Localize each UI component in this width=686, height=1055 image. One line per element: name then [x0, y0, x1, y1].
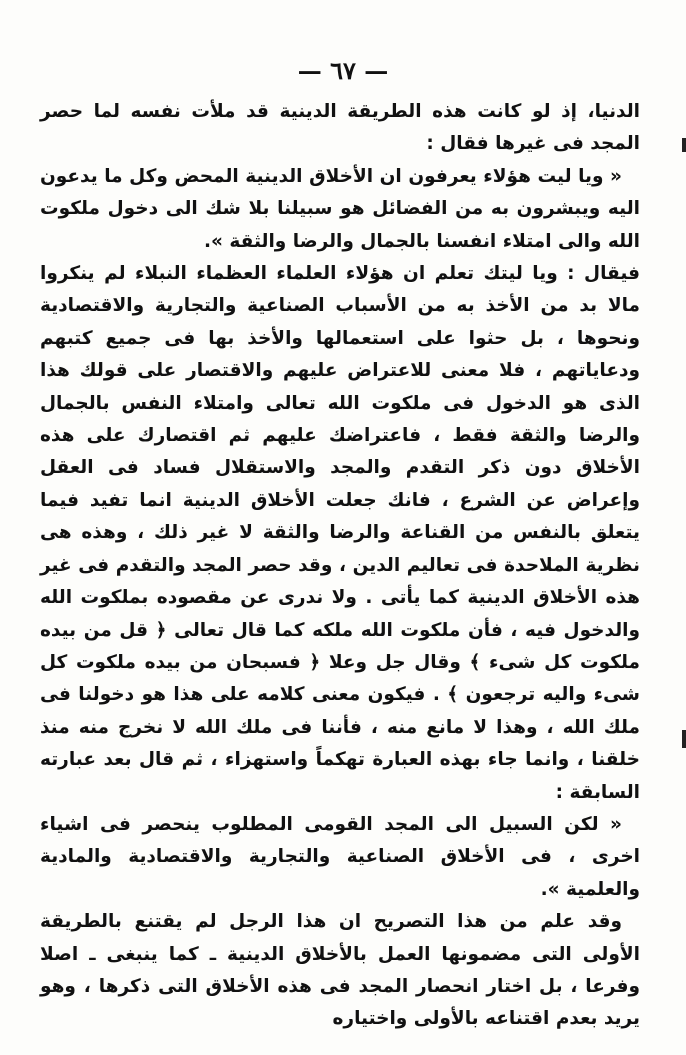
- scan-edge-mark: [682, 138, 686, 152]
- paragraph-1: الدنيا، إذ لو كانت هذه الطريقة الدينية قد ملأت نفسه لما حصر المجد فى غيرها فقال :: [40, 101, 640, 155]
- scan-edge-mark: [682, 730, 686, 748]
- paragraph-2-quote: « ويا ليت هؤلاء يعرفون ان الأخلاق الدينية المحض وكل ما يدعون اليه ويبشرون به من الفضائل هو سبيلنا بلا شك الى دخول ملكوت الله والى امتلاء انفسنا بالجمال والرضا والثقة ».: [40, 165, 640, 252]
- paragraph-4-quote: « لكن السبيل الى المجد القومى المطلوب ينحصر فى اشياء اخرى ، فى الأخلاق الصناعية والتجارية والاقتصادية والمادية والعلمية ».: [40, 813, 640, 900]
- paragraph-3: فيقال : ويا ليتك تعلم ان هؤلاء العلماء العظماء النبلاء لم ينكروا مالا بد من الأخذ به من الأسباب الصناعية والتجارية والاقتصادية ونحوها ، بل حثوا على استعمالها والأخذ بها فى جميع كتبهم ودعاياتهم ، فلا معنى للاعتراض عليهم والاقتصار على قولك هذا الذى هو الدخول فى ملكوت الله تعالى وامتلاء النفس بالجمال والرضا والثقة فقط ، فاعتراضك عليهم ثم اقتصارك على هذه الأخلاق دون ذكر التقدم والمجد والاستقلال فساد فى العقل وإعراض عن الشرع ، فانك جعلت الأخلاق الدينية انما تفيد فيما يتعلق بالنفس من القناعة والرضا والثقة لا غير ذلك ، وهذه هى نظرية الملاحدة فى تعاليم الدين ، وقد حصر المجد والتقدم فى غير هذه الأخلاق الدينية كما يأتى . ولا ندرى عن مقصوده بملكوت الله والدخول فيه ، فأن ملكوت الله ملكه كما قال تعالى ﴿ قل من بيده ملكوت كل شىء ﴾ وقال جل وعلا ﴿ فسبحان من بيده ملكوت كل شىء واليه ترجعون ﴾ . فيكون معنى كلامه على هذا هو دخولنا فى ملك الله ، وهذا لا مانع منه ، فأننا فى ملك الله لا نخرج منه منذ خلقنا ، وانما جاء بهذه العبارة تهكماً واستهزاء ، ثم قال بعد عبارته السابقة :: [40, 263, 640, 803]
- page-number: — ٦٧ —: [297, 56, 389, 85]
- body-text: [40, 96, 640, 1036]
- paragraph-5: وقد علم من هذا التصريح ان هذا الرجل لم يقتنع بالطريقة الأولى التى مضمونها العمل بالأخلاق الدينية ـ كما ينبغى ـ اصلا وفرعا ، بل اختار انحصار المجد فى هذه الأخلاق التى ذكرها ، وهو يريد بعدم اقتناعه بالأولى واختياره: [40, 911, 640, 1030]
